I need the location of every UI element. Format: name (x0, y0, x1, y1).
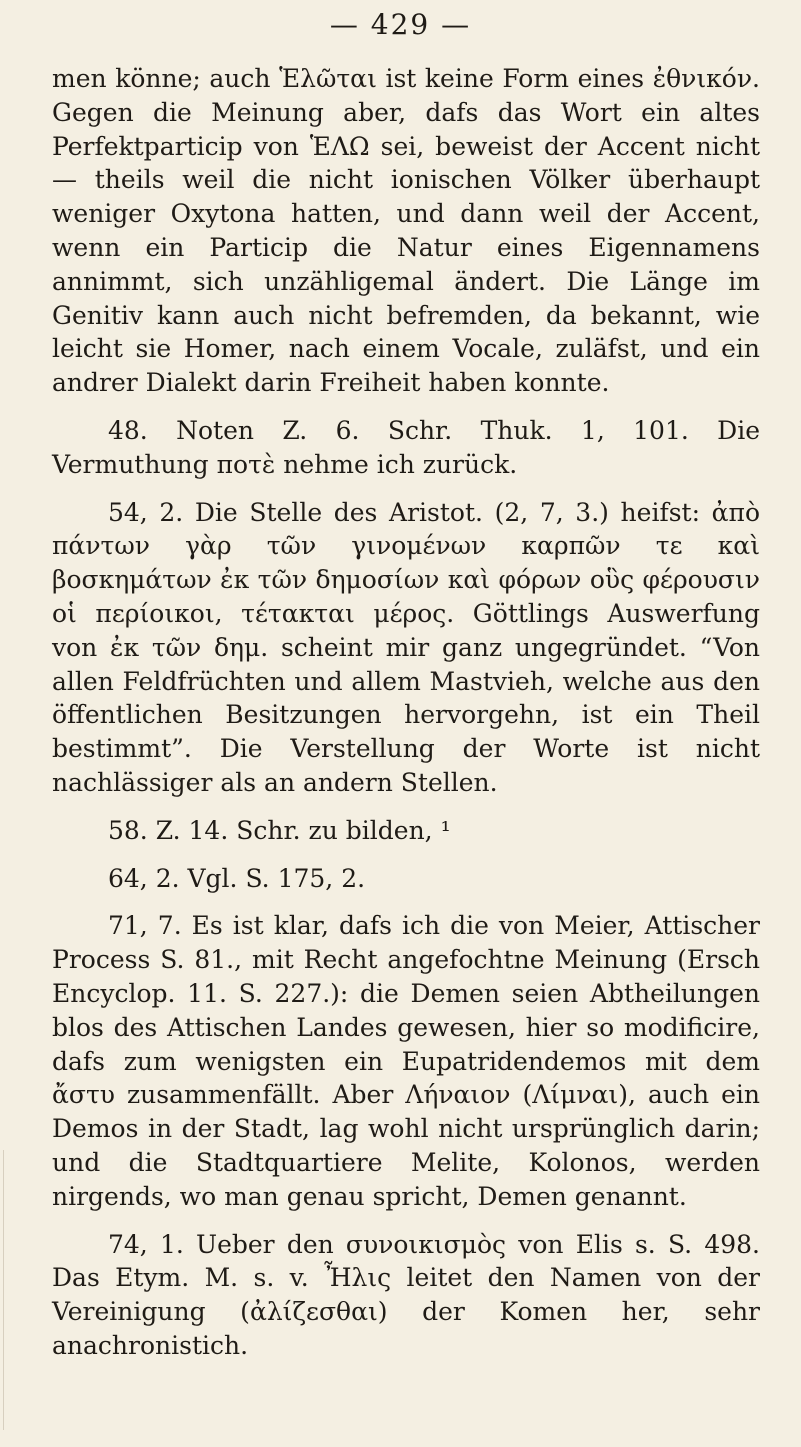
paragraph-continuation: men könne; auch Ἑλῶται ist keine Form eines ἐθνικόν. Gegen die Meinung aber, dafs das Wort ein altes Perfektparticip von ἙΛΩ sei, beweist der Accent nicht — theils weil die nicht ionischen Völker überhaupt weniger Oxytona hatten, und dann weil der Accent, wenn ein Particip die Natur eines Eigennamens annimmt, sich unzähligemal ändert. Die Länge im Genitiv kann auch nicht befremden, da bekannt, wie leicht sie Homer, nach einem Vocale, zuläfst, und ein andrer Dialekt darin Freiheit haben konnte. (52, 64, 760, 398)
note-58: 58. Z. 14. Schr. zu bilden, ¹ (108, 815, 451, 845)
body-text (52, 62, 760, 1377)
note-71: 71, 7. Es ist klar, dafs ich die von Meier, Attischer Process S. 81., mit Recht angefochtne Meinung (Ersch Encyclop. 11. S. 227.): die Demen seien Abtheilungen blos des Attischen Landes gewesen, hier so modificire, dafs zum wenigsten ein Eupatridendemos mit dem ἄστυ zusammenfällt. Aber Λήναιον (Λίμναι), auch ein Demos in der Stadt, lag wohl nicht ursprünglich darin; und die Stadtquartiere Melite, Kolonos, werden nirgends, wo man genau spricht, Demen genannt. (52, 911, 760, 1211)
note-48: 48. Noten Z. 6. Schr. Thuk. 1, 101. Die Vermuthung ποτὲ nehme ich zurück. (52, 415, 760, 479)
page-edge-shadow (3, 1150, 4, 1430)
note-64: 64, 2. Vgl. S. 175, 2. (108, 863, 366, 893)
note-54: 54, 2. Die Stelle des Aristot. (2, 7, 3.) heifst: ἀπὸ πάντων γὰρ τῶν γινομένων καρπῶν τε καὶ βοσκημάτων ἐκ τῶν δημοσίων καὶ φόρων οὓς φέρουσιν οἱ περίοικοι, τέτακται μέρος. Göttlings Auswerfung von ἐκ τῶν δημ. scheint mir ganz ungegründet. “Von allen Feldfrüchten und allem Mastvieh, welche aus den öffentlichen Besitzungen hervorgehn, ist ein Theil bestimmt”. Die Verstellung der Worte ist nicht nachlässiger als an andern Stellen. (52, 497, 760, 797)
page-number-header: — 429 — (329, 8, 472, 41)
note-74: 74, 1. Ueber den συνοικισμὸς von Elis s. S. 498. Das Etym. M. s. v. Ἦλις leitet den Namen von der Vereinigung (ἀλίζεσθαι) der Komen her, sehr anachronistich. (52, 1229, 760, 1360)
